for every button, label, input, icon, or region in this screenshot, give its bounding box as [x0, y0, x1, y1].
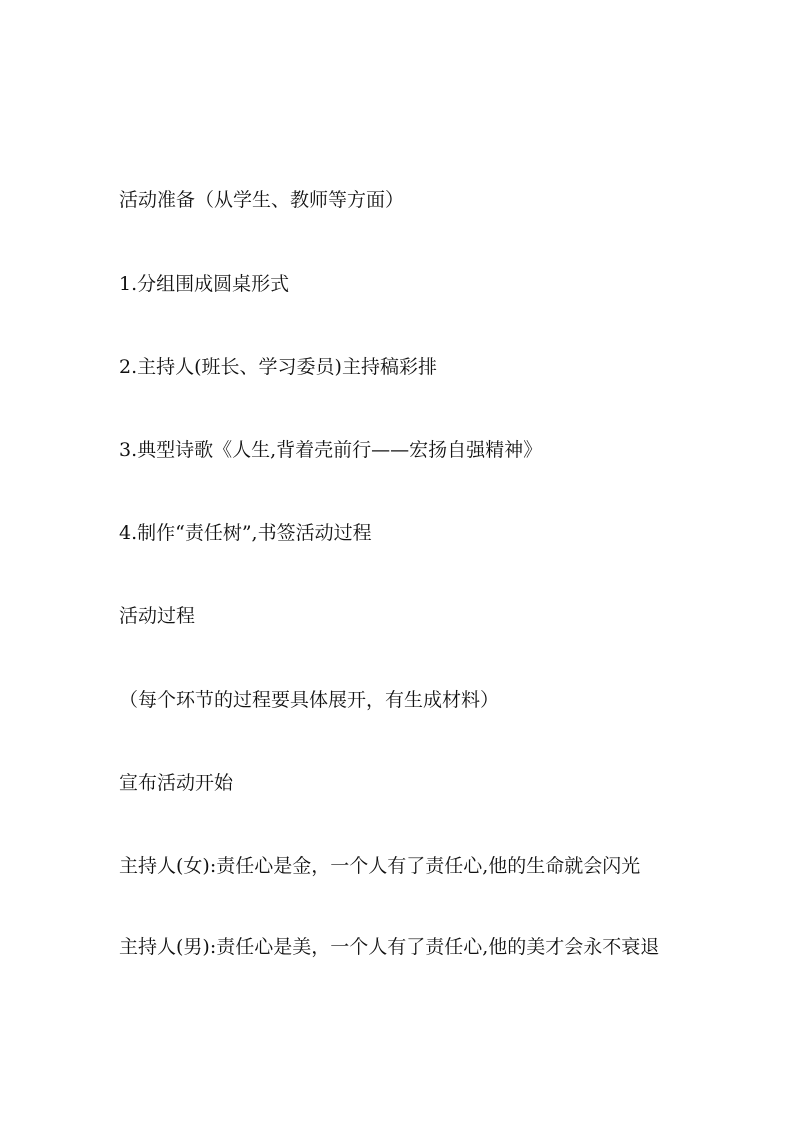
paragraph-announce-start: 宣布活动开始	[119, 772, 234, 794]
paragraph-item-4: 4.制作“责任树”,书签活动过程	[119, 522, 372, 544]
paragraph-item-3: 3.典型诗歌《人生,背着壳前行——宏扬自强精神》	[119, 439, 543, 461]
paragraph-activity-preparation: 活动准备（从学生、教师等方面）	[119, 189, 405, 211]
paragraph-host-male: 主持人(男):责任心是美，一个人有了责任心,他的美才会永不衰退	[119, 936, 660, 958]
paragraph-item-2: 2.主持人(班长、学习委员)主持稿彩排	[119, 356, 437, 378]
paragraph-process-note: （每个环节的过程要具体展开，有生成材料）	[119, 689, 500, 711]
paragraph-host-female: 主持人(女):责任心是金，一个人有了责任心,他的生命就会闪光	[119, 855, 641, 877]
paragraph-item-1: 1.分组围成圆桌形式	[119, 273, 290, 295]
paragraph-activity-process: 活动过程	[119, 605, 196, 627]
